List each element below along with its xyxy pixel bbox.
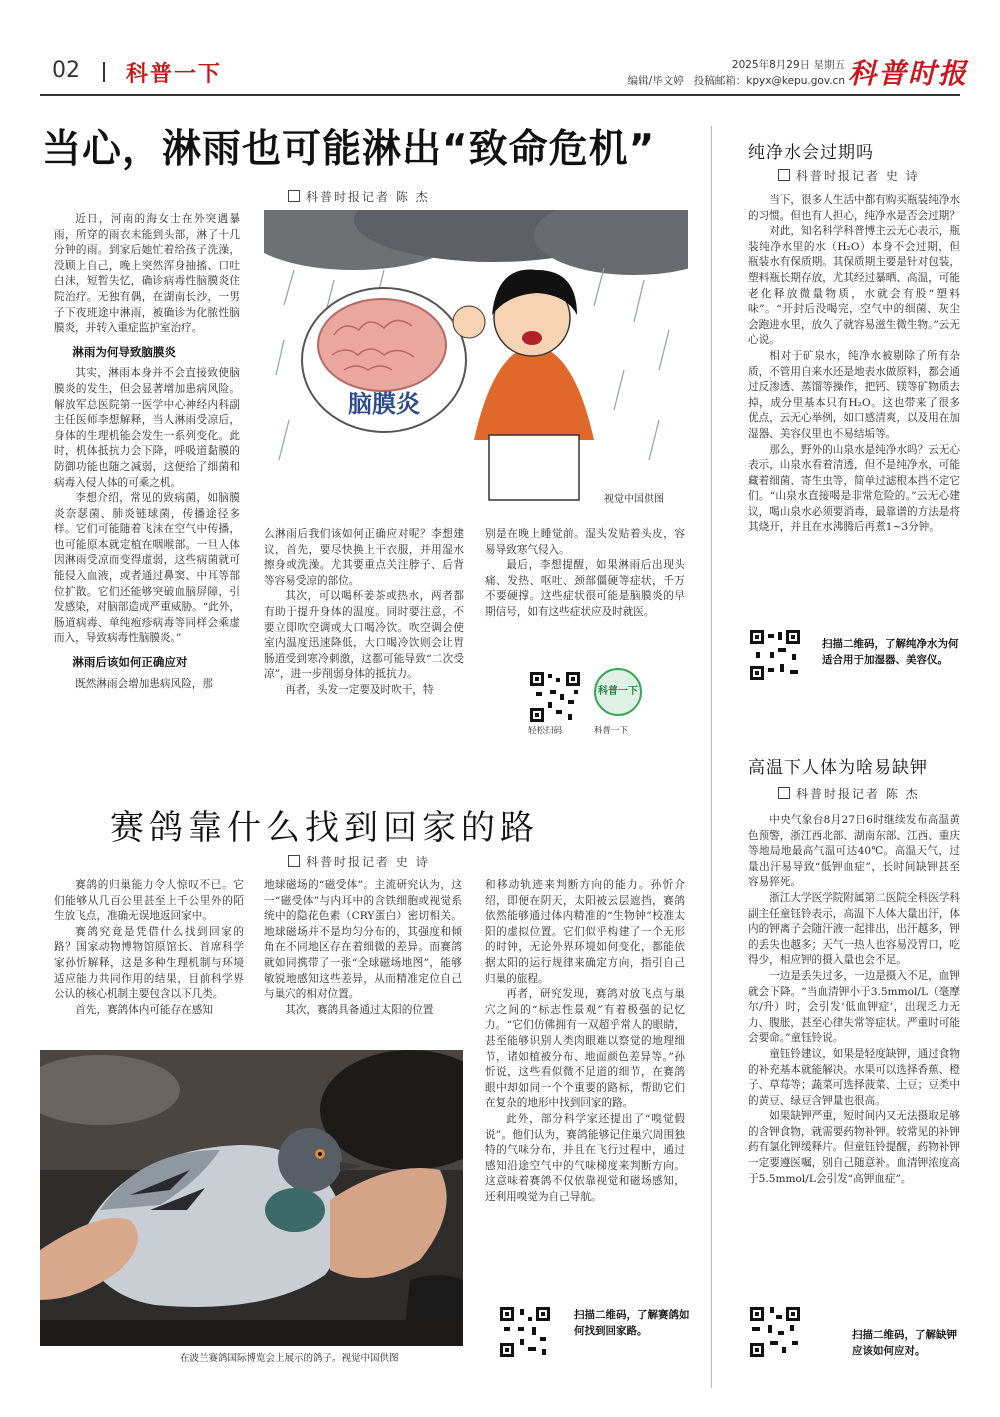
qr-code-icon[interactable] (748, 1305, 802, 1359)
article2-byline: 科普时报记者 史 诗 (288, 853, 430, 870)
pigeon-photo (40, 1050, 463, 1346)
article1-title: 当心，淋雨也可能淋出“致命危机” (42, 127, 656, 172)
article1-col1 (54, 212, 240, 692)
header-rule (40, 94, 960, 96)
paragraph: 和移动轨迹来判断方向的能力。孙忻介绍，即便在阴天，太阳被云层遮挡，赛鸽依然能够通过体内精准的“生物钟”校准太阳的虚拟位置。它们似乎构建了一个无形的时钟，无论外界环境如何变化，都能依据太阳的运行规律来确定方向，指引自己归巢的旅程。 (485, 879, 685, 985)
illus-label: 脑膜炎 (348, 390, 420, 418)
article1-byline: 科普时报记者 陈 杰 (288, 188, 430, 205)
sidebar1-title: 纯净水会过期吗 (748, 143, 874, 163)
header-meta (585, 57, 845, 89)
paragraph: 近日，河南的海女士在外突遇暴雨，所穿的雨衣未能到头部，淋了十几分钟的雨。到家后她忙着给孩子洗澡，没顾上自己，晚上突然浑身抽搐、口吐白沫，短暂失忆，确诊病毒性脑膜炎住院治疗。无独有偶，在湖南长沙，一男子下夜班途中淋雨，被确诊为化脓性脑膜炎，并转入重症监护室治疗。 (54, 213, 240, 335)
paragraph: 再者，头发一定要及时吹干，特 (285, 683, 434, 696)
masthead-logo: 科普时报 (848, 57, 969, 90)
paragraph: 当下，很多人生活中都有购买瓶装纯净水的习惯。但也有人担心，纯净水是否会过期？ (748, 194, 960, 222)
paragraph: 其次，可以喝杯姜茶或热水，两者都有助于提升身体的温度。同时要注意，不要立即吹空调或大口喝冷饮。吹空调会使室内温度迅速降低，大口喝冷饮则会让胃肠道受到寒冷刺激，这都可能导致“二次受凉”，进一步削弱身体的抵抗力。 (264, 590, 464, 681)
header-divider (103, 62, 105, 82)
paragraph: 李想介绍，常见的致病菌，如脑膜炎奈瑟菌、肺炎链球菌，传播途径多样。它们可能随着飞沫在空气中传播，也可能原本就定植在咽喉部。一旦人体因淋雨受凉而变得虚弱，这些病菌就可能侵入血液，或者通过鼻窦、中耳等部位扩散。它们还能够突破血脑屏障，引发感染，对脑部造成严重威胁。“此外，肠道病毒、单纯疱疹病毒等同样会乘虚而入，导致病毒性脑膜炎。” (54, 492, 240, 645)
qr-text: 扫描二维码，了解赛鸽如何找到回家路。 (574, 1309, 690, 1337)
paragraph: 么淋雨后我们该如何正确应对呢？李想建议，首先，要尽快换上干衣服，并用湿水擦身或洗澡。尤其要重点关注脖子、后背等容易受凉的部位。 (264, 528, 464, 587)
article1-subhead-2: 淋雨后该如何正确应对 (72, 655, 188, 670)
sidebar2-body (748, 813, 960, 1187)
meningitis-illustration (264, 210, 688, 512)
article2-col2 (264, 878, 462, 1018)
paragraph: 童钰铃建议，如果是轻度缺钾，通过食物的补充基本就能解决。水果可以选择香蕉、橙子、草莓等；蔬菜可选择菠菜、土豆；豆类中的黄豆、绿豆含钾量也很高。 (748, 1047, 960, 1107)
paragraph: 浙江大学医学院附属第二医院全科医学科副主任童钰铃表示，高温下人体大量出汗，体内的钾离子会随汗液一起排出，出汗越多，钾的丢失也越多；天气一热人也容易没胃口，吃得少，相应钾的摄入量也会不足。 (748, 891, 960, 967)
article1-col2 (264, 527, 464, 699)
paragraph: 再者，研究发现，赛鸽对放飞点与巢穴之间的“标志性景观”有着极强的记忆力。“它们仿佛拥有一双超乎常人的眼睛，甚至能够识别人类肉眼难以察觉的地理细节，诸如植被分布、地面颜色差异等。”孙忻说，这些看似微不足道的细节，在赛鸽眼中却如同一个个重要的路标，帮助它们在复杂的地形中找到回家的路。 (485, 988, 685, 1110)
sidebar1-body (748, 193, 960, 536)
qr-block-article1 (520, 664, 640, 734)
qr-block-sidebar2 (748, 1305, 960, 1365)
qr-code-icon[interactable] (498, 1305, 552, 1359)
sidebar2-title: 高温下人体为啥易缺钾 (748, 758, 928, 778)
qr-code-icon[interactable] (748, 628, 802, 682)
sidebar2-byline: 科普时报记者 陈 杰 (778, 785, 920, 802)
photo-caption: 在波兰赛鸽国际博览会上展示的鸽子。视觉中国供图 (180, 1353, 399, 1364)
paragraph: 最后，李想提醒，如果淋雨后出现头痛、发热、呕吐、颈部僵硬等症状，千万不要硬撑。这些症状很可能是脑膜炎的早期信号，如有这些症状应及时就医。 (485, 559, 685, 618)
qr-text: 扫描二维码，了解缺钾应该如何应对。 (852, 1329, 957, 1357)
editor: 编辑/毕文婷 (627, 75, 684, 87)
paragraph: 赛鸽的归巢能力令人惊叹不已。它们能够从几百公里甚至上千公里外的陌生放飞点，准确无误地返回家中。 (54, 879, 244, 923)
paragraph: 地球磁场的“磁受体”。主流研究认为，这一“磁受体”与内耳中的含铁细胞或视觉系统中的隐花色素（CRY蛋白）密切相关。地球磁场并不是均匀分布的，其强度和倾角在不同地区存在着细微的差异。而赛鸽就如同携带了一张“全球磁场地图”，能够敏锐地感知这些差异，从而精准定位自己与巢穴的相对位置。 (264, 879, 462, 1001)
article2-title: 赛鸽靠什么找到回家的路 (110, 808, 539, 848)
paragraph: 相对于矿泉水，纯净水被剔除了所有杂质，不管用自来水还是地表水做原料，都会通过反渗透、蒸馏等操作，把钙、镁等矿物质去掉，成分里基本只有H₂O。这也带来了很多优点，云无心举例，如口感清爽，以及用在加湿器、美容仪里也不易结垢等。 (748, 349, 960, 440)
qr-caption: 轻松扫码 (528, 726, 563, 736)
paragraph: 对此，知名科学科普博主云无心表示，瓶装纯净水里的水（H₂O）本身不会过期，但瓶装水有保质期。其保质期主要是针对包装，塑料瓶长期存放，尤其经过暴晒、高温，可能老化释放微量物质，水就会有股“塑料味”。“开封后没喝完，空气中的细菌、灰尘会跑进水里，放久了就容易滋生微生物。”云无心说。 (748, 225, 960, 347)
paragraph: 首先，赛鸽体内可能存在感知 (75, 1003, 213, 1016)
paragraph: 中央气象台8月27日6时继续发布高温黄色预警，浙江西北部、湖南东部、江西、重庆等地局地最高气温可达40℃。高温天气，过量出汗易导致“低钾血症”，长时间缺钾甚至容易猝死。 (748, 814, 960, 889)
paragraph: 赛鸽究竟是凭借什么找到回家的路？国家动物博物馆原馆长、首席科学家孙忻解释，这是多种生理机制与环境适应能力共同作用的结果，目前科学界公认的核心机制主要包含以下几类。 (54, 925, 244, 1001)
column-rule (711, 126, 712, 1388)
qr-block-article2 (498, 1305, 698, 1365)
qr-block-sidebar1 (748, 628, 960, 688)
qr-code-icon[interactable] (528, 670, 582, 724)
paragraph: 其次，赛鸽具备通过太阳的位置 (285, 1003, 434, 1016)
paragraph: 其实，淋雨本身并不会直接致使脑膜炎的发生，但会显著增加患病风险。解放军总医院第一医学中心神经内科副主任医师李想解释，当人淋雨受凉后，身体的生理机能会发生一系列变化。此时，机体抵抗力会下降，呼吸道黏膜的防御功能也随之减弱，这便给了细菌和病毒入侵人体的可乘之机。 (54, 367, 240, 489)
paragraph: 一边是丢失过多，一边是摄入不足，血钾就会下降。“当血清钾小于3.5mmol/L（毫摩尔/升）时，会引发‘低血钾症’，出现乏力无力、腹胀，甚至心律失常等症状。严重时可能会要命。”童钰铃说。 (748, 969, 960, 1045)
article1-subhead-1: 淋雨为何导致脑膜炎 (72, 344, 176, 359)
paragraph: 如果缺钾严重，短时间内又无法摄取足够的含钾食物，就需要药物补钾。较常见的补钾药有氯化钾缓释片。但童钰铃提醒，药物补钾一定要遵医嘱，别自己随意补。血清钾浓度高于5.5mmol/L会引发“高钾血症”。 (748, 1110, 960, 1185)
issue-date: 2025年8月29日 星期五 (731, 59, 845, 71)
page-number: 02 (52, 58, 80, 83)
paragraph: 那么，野外的山泉水是纯净水吗？云无心表示，山泉水看着清透，但不是纯净水，可能藏着细菌、寄生虫等，简单过滤根本挡不定它们。“山泉水直接喝是非常危险的。”云无心建议，喝山泉水必须要消毒，最靠谱的方法是将其烧开，并且在水沸腾后再煮1~3分钟。 (748, 443, 960, 534)
paragraph: 此外，部分科学家还提出了“嗅觉假说”。他们认为，赛鸽能够记住巢穴周围独特的气味分布，并且在飞行过程中，通过感知沿途空气中的气味梯度来判断方向。这意味着赛鸽不仅依靠视觉和磁场感知，还利用嗅觉为自己导航。 (485, 1112, 685, 1203)
editor-email (585, 73, 845, 89)
article2-col1 (54, 878, 244, 1018)
qr-text: 扫描二维码，了解纯净水为何适合用于加湿器、美容仪。 (822, 638, 959, 666)
illus-credit: 视觉中国供图 (604, 494, 664, 505)
logo-caption: 科普一下 (594, 726, 629, 736)
paragraph: 别是在晚上睡觉前。湿头发贴着头皮，容易导致寒气侵入。 (485, 528, 685, 556)
sidebar1-byline: 科普时报记者 史 诗 (778, 167, 920, 184)
article1-col3 (485, 527, 685, 621)
paragraph: 既然淋雨会增加患病风险，那 (75, 677, 213, 690)
article2-col3 (485, 878, 685, 1205)
section-name: 科普一下 (126, 62, 223, 87)
submission-email[interactable]: 投稿邮箱：kpyx@kepu.gov.cn (693, 75, 845, 87)
kepu-logo: 科普一下 (594, 668, 642, 716)
